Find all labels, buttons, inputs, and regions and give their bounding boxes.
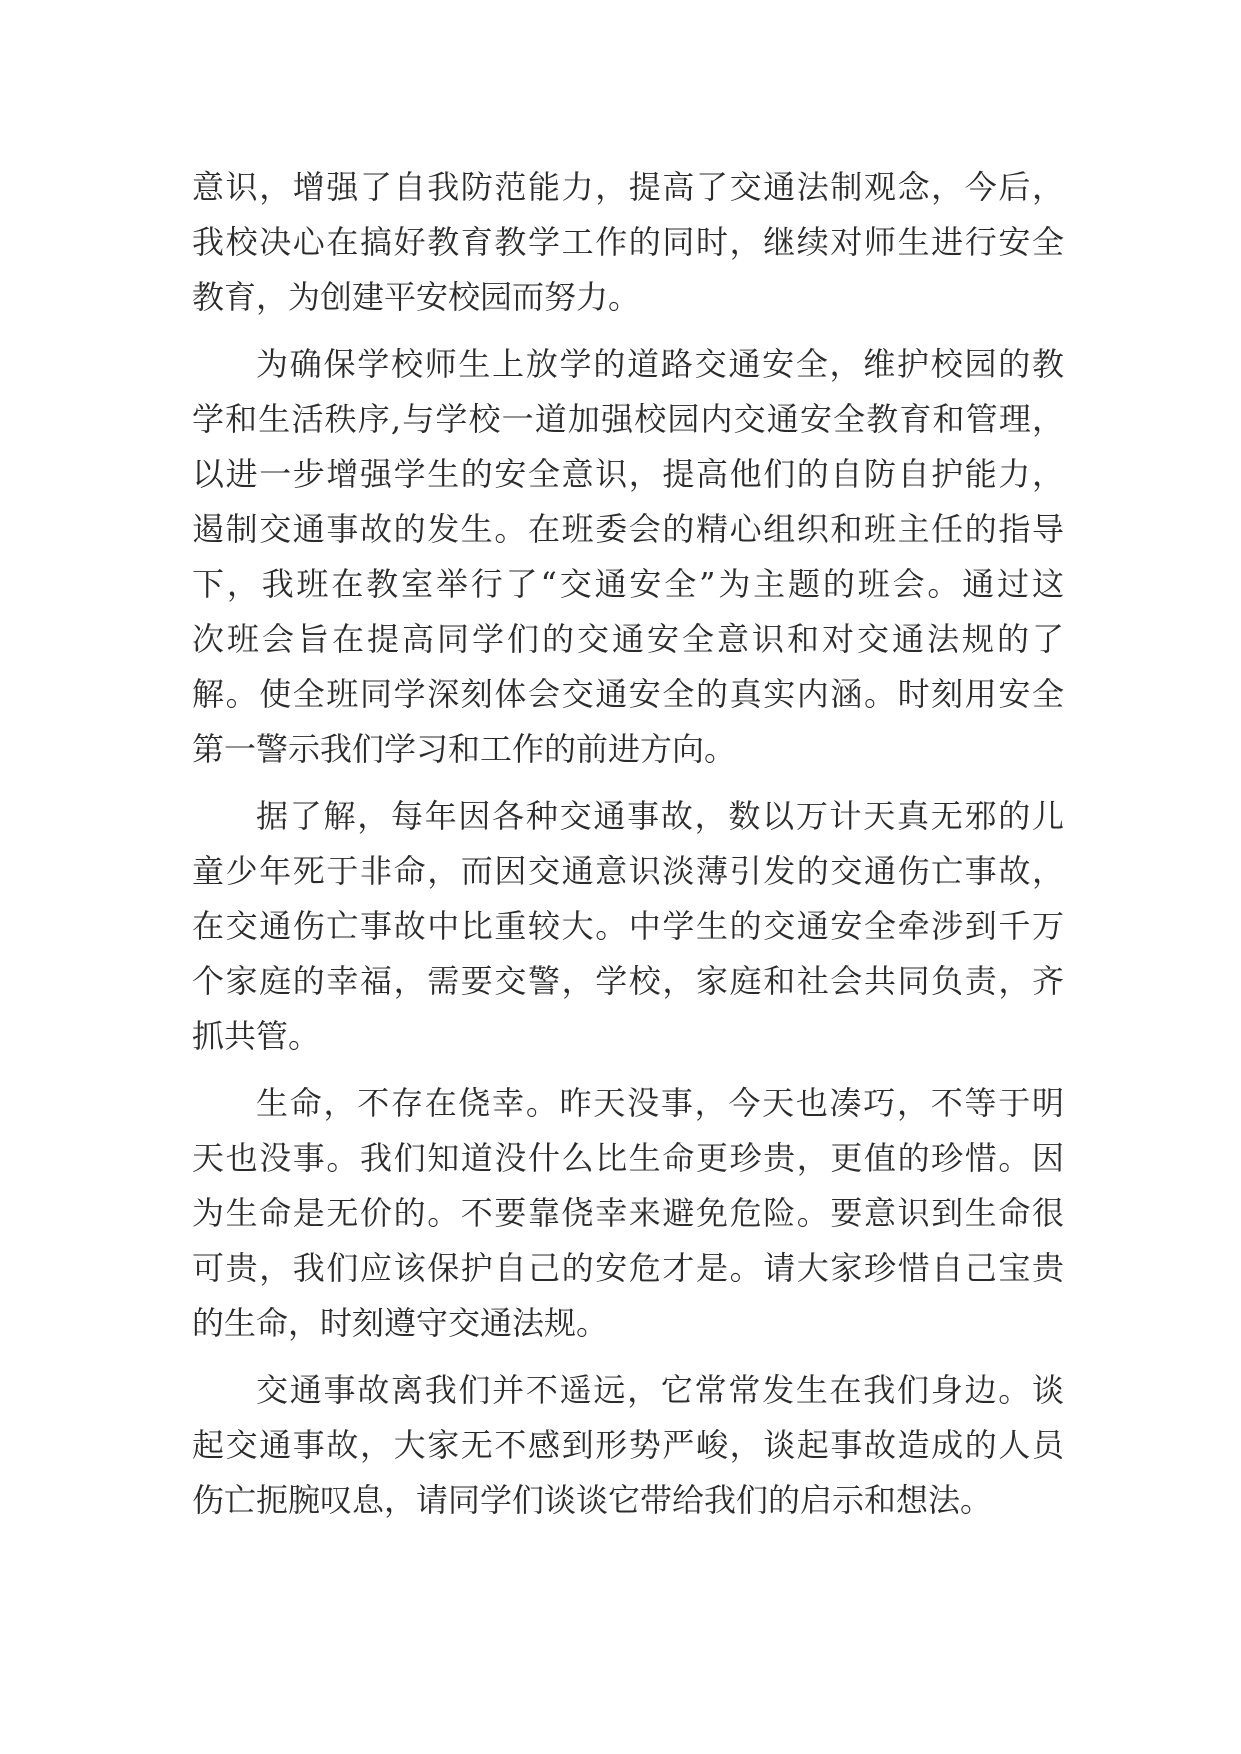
text-line: 抓共管。 xyxy=(192,1017,321,1055)
paragraph-2 xyxy=(192,337,1064,777)
text-line: 为生命是无价的。不要靠侥幸来避免危险。要意识到生命很 xyxy=(192,1194,1064,1232)
text-line: 天也没事。我们知道没什么比生命更珍贵，更值的珍惜。因 xyxy=(192,1139,1064,1177)
text-line: 交通事故离我们并不遥远，它常常发生在我们身边。谈 xyxy=(256,1371,1064,1409)
text-line: 第一警示我们学习和工作的前进方向。 xyxy=(192,730,737,768)
text-line: 为确保学校师生上放学的道路交通安全，维护校园的教 xyxy=(256,345,1064,383)
text-line: 遏制交通事故的发生。在班委会的精心组织和班主任的指导 xyxy=(192,510,1064,548)
paragraph-1 xyxy=(192,160,1064,325)
text-line: 的生命，时刻遵守交通法规。 xyxy=(192,1304,609,1342)
text-line: 伤亡扼腕叹息，请同学们谈谈它带给我们的启示和想法。 xyxy=(192,1481,993,1519)
text-line: 可贵，我们应该保护自己的安危才是。请大家珍惜自己宝贵 xyxy=(192,1249,1064,1287)
document-body xyxy=(192,160,1064,1540)
paragraph-4 xyxy=(192,1076,1064,1351)
text-line: 意识，增强了自我防范能力，提高了交通法制观念，今后， xyxy=(192,168,1064,206)
text-line: 次班会旨在提高同学们的交通安全意识和对交通法规的了 xyxy=(192,620,1064,658)
text-line: 个家庭的幸福，需要交警，学校，家庭和社会共同负责，齐 xyxy=(192,962,1064,1000)
text-line: 据了解，每年因各种交通事故，数以万计天真无邪的儿 xyxy=(256,797,1064,835)
text-line: 童少年死于非命，而因交通意识淡薄引发的交通伤亡事故， xyxy=(192,852,1064,890)
text-line: 学和生活秩序,与学校一道加强校园内交通安全教育和管理， xyxy=(192,400,1064,438)
text-line: 以进一步增强学生的安全意识，提高他们的自防自护能力， xyxy=(192,455,1064,493)
text-line: 在交通伤亡事故中比重较大。中学生的交通安全牵涉到千万 xyxy=(192,907,1064,945)
text-line: 教育，为创建平安校园而努力。 xyxy=(192,278,641,316)
text-line: 起交通事故，大家无不感到形势严峻，谈起事故造成的人员 xyxy=(192,1426,1064,1464)
text-line: 我校决心在搞好教育教学工作的同时，继续对师生进行安全 xyxy=(192,223,1064,261)
text-line: 解。使全班同学深刻体会交通安全的真实内涵。时刻用安全 xyxy=(192,675,1064,713)
paragraph-3 xyxy=(192,789,1064,1064)
paragraph-5 xyxy=(192,1363,1064,1528)
text-line: 生命，不存在侥幸。昨天没事，今天也凑巧，不等于明 xyxy=(256,1084,1064,1122)
text-line: 下，我班在教室举行了“交通安全”为主题的班会。通过这 xyxy=(192,565,1064,603)
